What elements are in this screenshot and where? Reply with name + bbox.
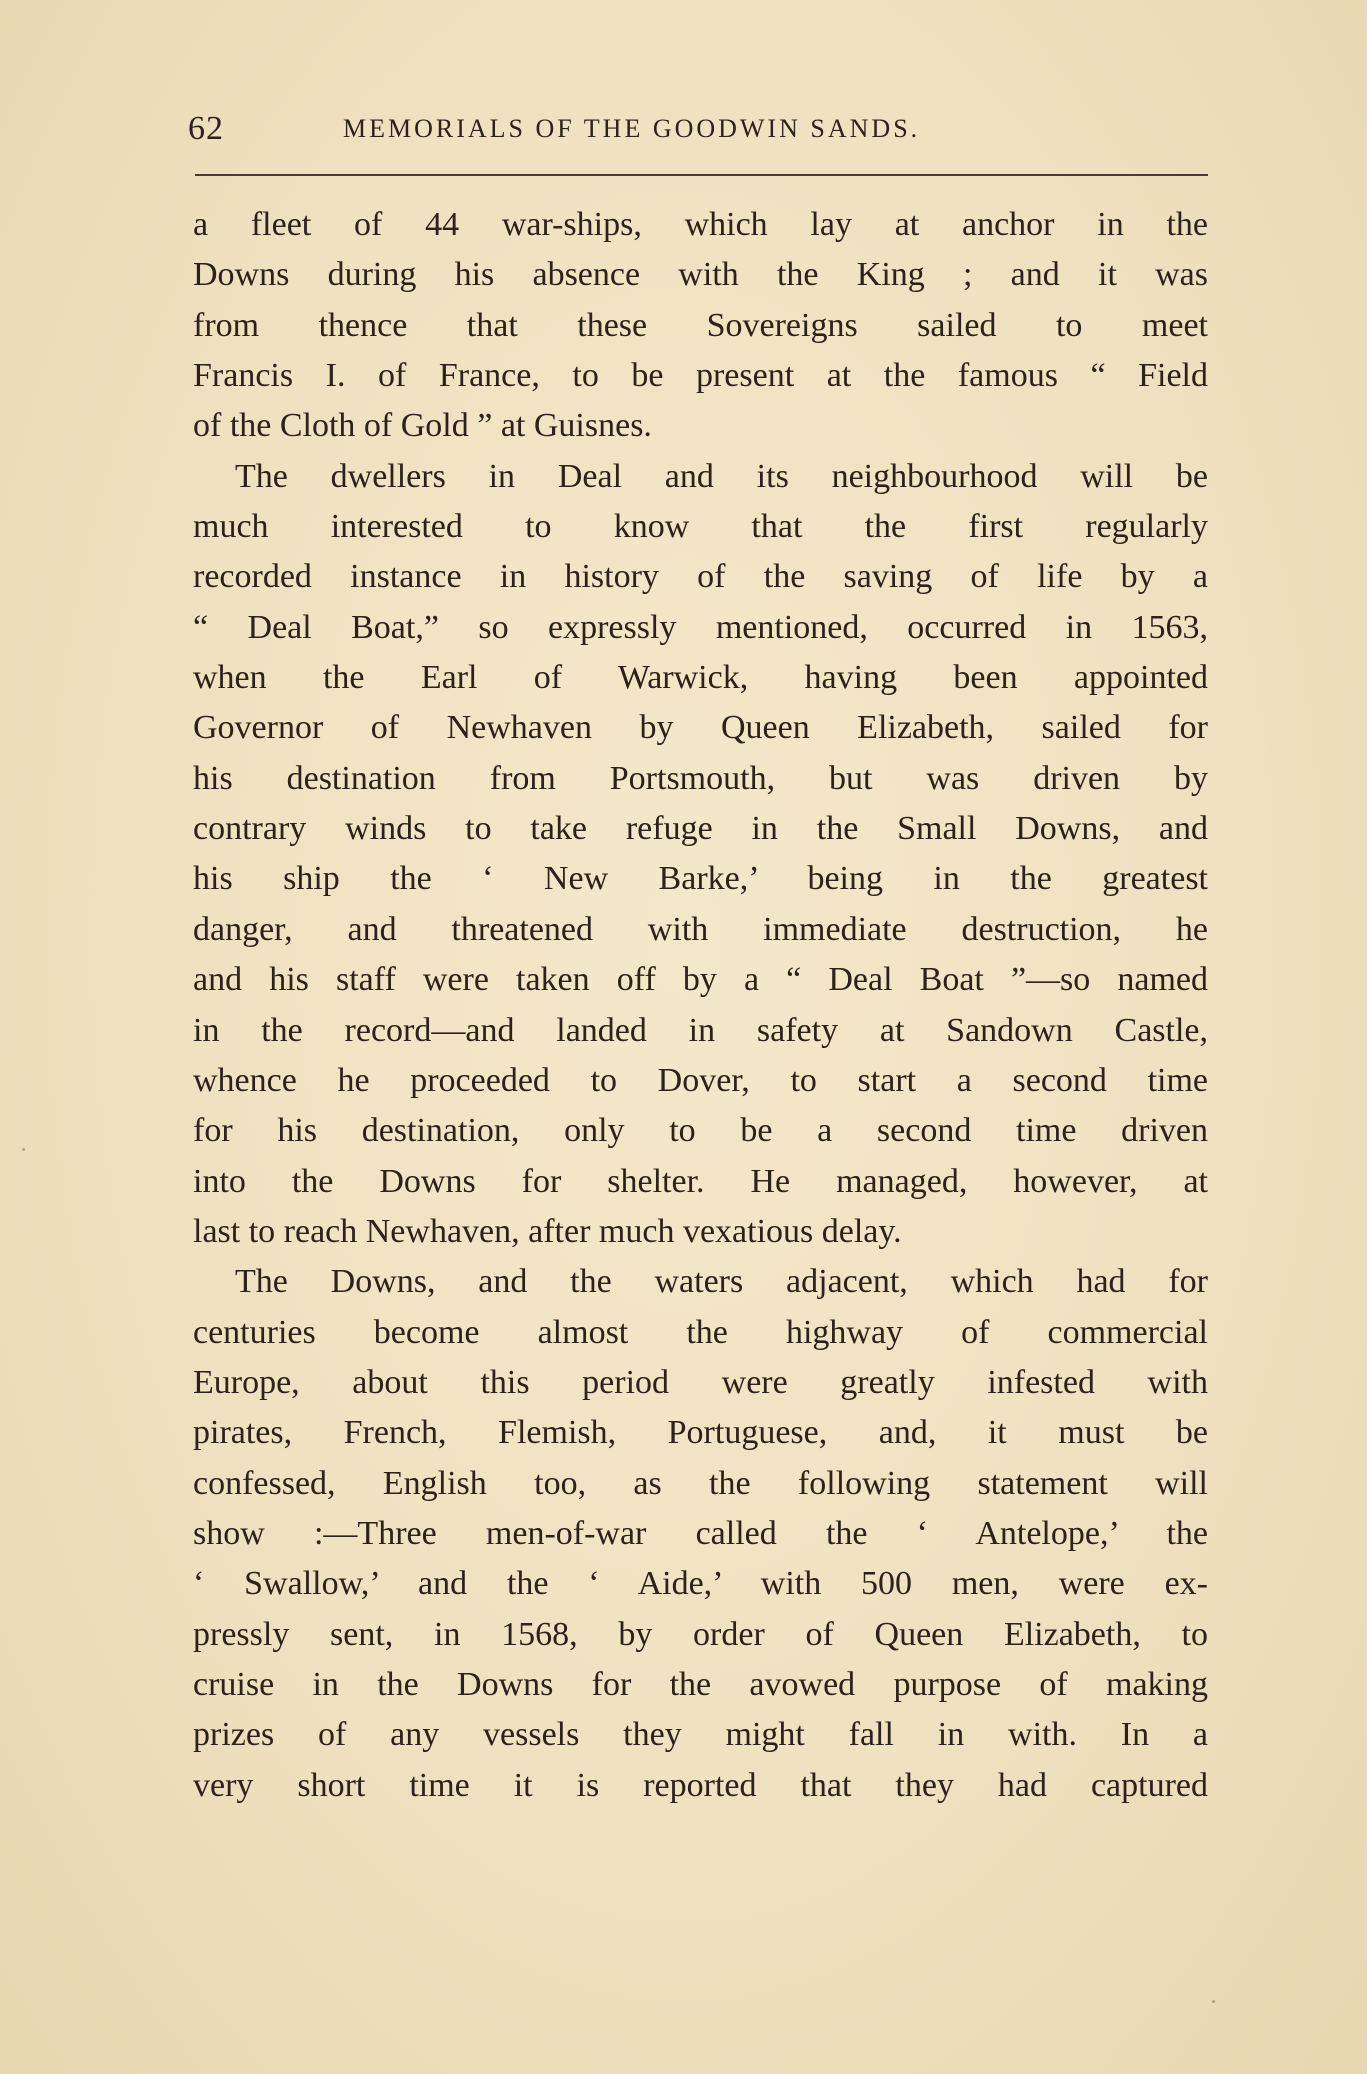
text-line: and his staff were taken off by a “ Deal Boat ”—so named: [193, 961, 1208, 999]
text-line: recorded instance in history of the saving of life by a: [193, 558, 1208, 596]
text-line: a fleet of 44 war-ships, which lay at anchor in the: [193, 206, 1208, 243]
text-line: confessed, English too, as the following statement will: [193, 1464, 1208, 1502]
text-line: Europe, about this period were greatly infested with: [193, 1363, 1208, 1401]
header-rule: [195, 174, 1208, 176]
page-number: 62: [188, 110, 224, 147]
text-line: when the Earl of Warwick, having been appointed: [193, 659, 1208, 697]
text-line: danger, and threatened with immediate destruction, he: [193, 910, 1208, 948]
body-text: [193, 200, 1208, 1811]
paper-speck: [1212, 2000, 1215, 2003]
text-line: Governor of Newhaven by Queen Elizabeth, sailed for: [193, 709, 1208, 747]
text-line: pirates, French, Flemish, Portuguese, and, it must be: [193, 1414, 1208, 1452]
text-line: Francis I. of France, to be present at the famous “ Field: [193, 357, 1208, 395]
running-title: MEMORIALS OF THE GOODWIN SANDS.: [343, 114, 921, 143]
text-line: very short time it is reported that they had captured: [193, 1766, 1208, 1804]
text-line: Downs during his absence with the King ; and it was: [193, 256, 1208, 294]
page-header: [188, 110, 1208, 160]
text-line: his ship the ‘ New Barke,’ being in the greatest: [193, 860, 1208, 898]
text-line: The dwellers in Deal and its neighbourhood will be: [235, 457, 1208, 495]
text-line: contrary winds to take refuge in the Small Downs, and: [193, 810, 1208, 848]
text-line: ‘ Swallow,’ and the ‘ Aide,’ with 500 men, were ex-: [193, 1565, 1208, 1603]
text-line: last to reach Newhaven, after much vexatious delay.: [193, 1212, 902, 1250]
text-line: whence he proceeded to Dover, to start a second time: [193, 1061, 1208, 1099]
text-line: “ Deal Boat,” so expressly mentioned, occurred in 1563,: [193, 608, 1208, 646]
text-line: his destination from Portsmouth, but was driven by: [193, 759, 1208, 797]
text-line: pressly sent, in 1568, by order of Queen Elizabeth, to: [193, 1615, 1208, 1653]
text-line: in the record—and landed in safety at Sandown Castle,: [193, 1011, 1208, 1049]
text-line: centuries become almost the highway of commercial: [193, 1313, 1208, 1351]
text-line: cruise in the Downs for the avowed purpose of making: [193, 1665, 1208, 1703]
text-line: much interested to know that the first regularly: [193, 508, 1208, 546]
text-line: The Downs, and the waters adjacent, which had for: [235, 1263, 1208, 1301]
text-line: prizes of any vessels they might fall in with. In a: [193, 1716, 1208, 1754]
text-line: show :—Three men-of-war called the ‘ Antelope,’ the: [193, 1514, 1208, 1552]
text-line: into the Downs for shelter. He managed, however, at: [193, 1162, 1208, 1200]
paper-speck: [22, 1148, 25, 1151]
text-line: from thence that these Sovereigns sailed to meet: [193, 306, 1208, 344]
text-line: for his destination, only to be a second time driven: [193, 1112, 1208, 1150]
text-line: of the Cloth of Gold ” at Guisnes.: [193, 407, 652, 445]
